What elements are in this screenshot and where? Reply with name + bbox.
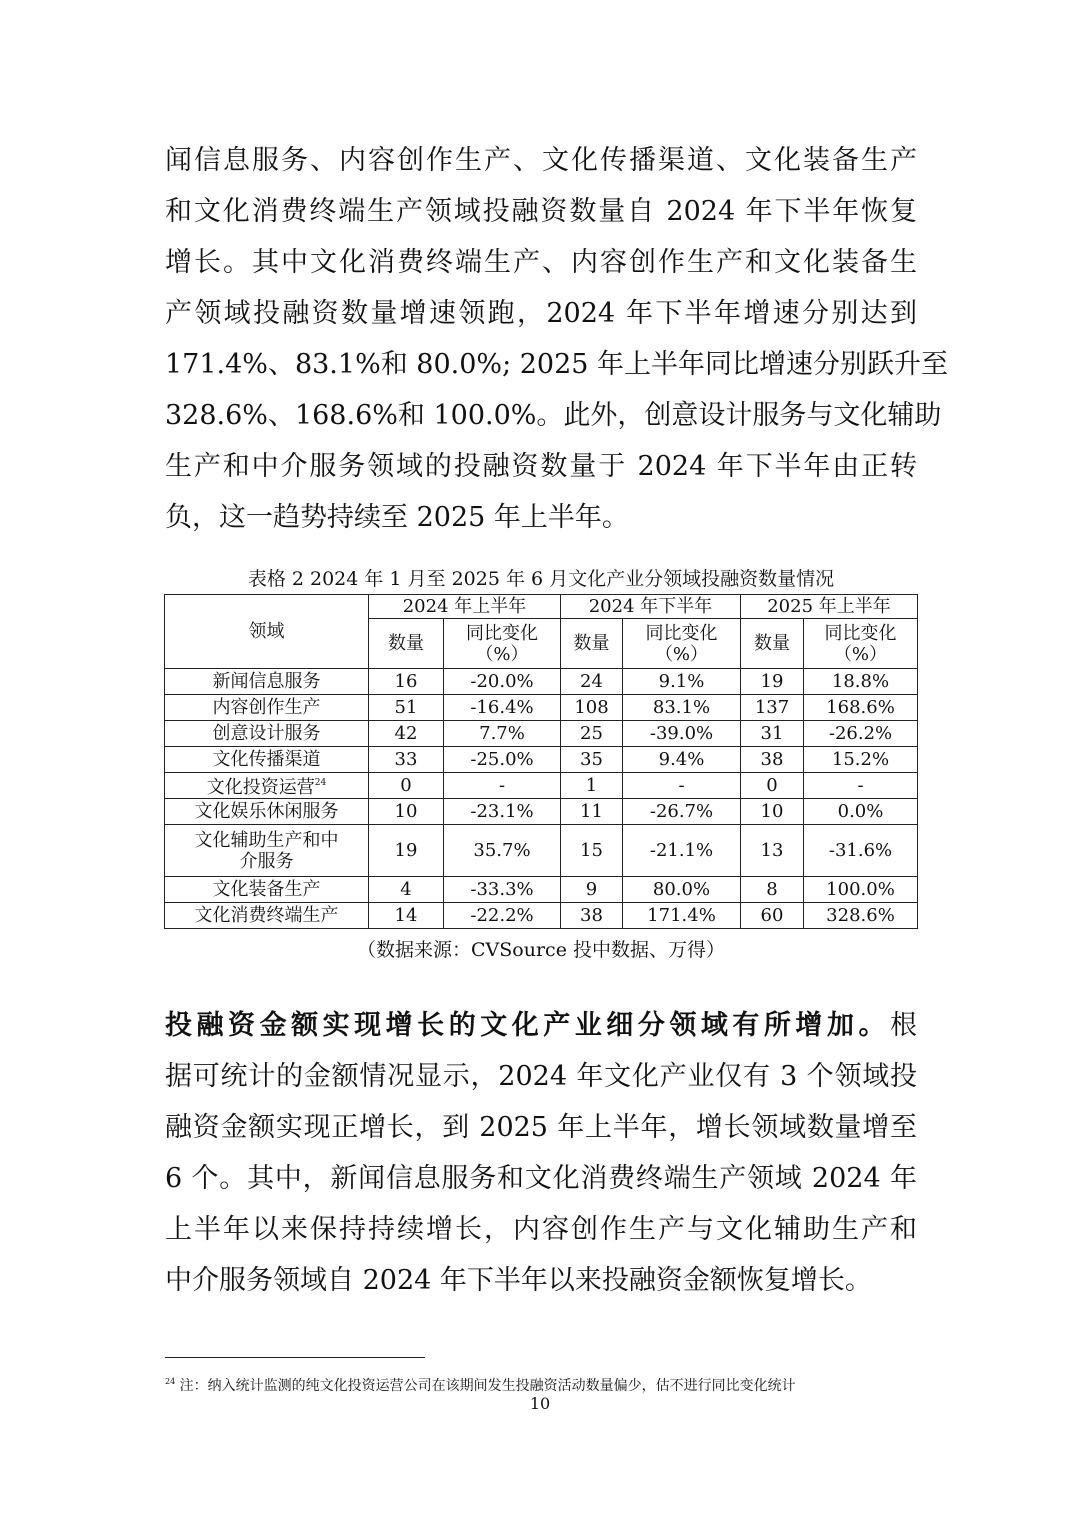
cell-value: 0 [369, 773, 444, 799]
cell-value: - [804, 773, 918, 799]
cell-value: 0.0% [804, 799, 918, 825]
cell-field [165, 773, 369, 799]
cell-value: 33 [369, 747, 444, 773]
header-change-line: （%） [475, 643, 529, 665]
cell-value: 9.4% [623, 747, 741, 773]
cell-value: 35.7% [444, 825, 561, 877]
table-caption: 表格 2 2024 年 1 月至 2025 年 6 月文化产业分领域投融资数量情况 [247, 568, 835, 590]
header-period: 2025 年上半年 [741, 595, 918, 619]
body-paragraph-1 [165, 135, 949, 543]
cell-value: -21.1% [623, 825, 741, 877]
paragraph-text: 根 [890, 1010, 917, 1041]
paragraph-line: 负，这一趋势持续至 2025 年上半年。 [165, 502, 629, 533]
table-row [165, 669, 918, 695]
header-change-line: （%） [654, 643, 709, 665]
cell-value: 19 [369, 825, 444, 877]
cell-value: 9.1% [623, 669, 741, 695]
cell-field: 内容创作生产 [165, 695, 369, 721]
cell-value: 0 [741, 773, 804, 799]
cell-value: 168.6% [804, 695, 918, 721]
cell-field-line: 介服务 [239, 850, 294, 872]
cell-value: 60 [741, 903, 804, 929]
paragraph-line [165, 1000, 917, 1051]
cell-value: 15 [561, 825, 623, 877]
cell-value: 16 [369, 669, 444, 695]
paragraph-line: 171.4%、83.1%和 80.0%; 2025 年上半年同比增速分别跃升至 [165, 349, 949, 380]
footnote-marker: 24 [165, 1377, 176, 1386]
cell-value: 83.1% [623, 695, 741, 721]
cell-value: 14 [369, 903, 444, 929]
cell-value: 42 [369, 721, 444, 747]
bold-lead-sentence: 投融资金额实现增长的文化产业细分领域有所增加。 [165, 1010, 890, 1041]
cell-field: 创意设计服务 [165, 721, 369, 747]
header-change-line: 同比变化 [645, 622, 718, 644]
cell-field [165, 825, 369, 877]
header-period: 2024 年上半年 [369, 595, 561, 619]
table-row [165, 721, 918, 747]
footnote [165, 1372, 925, 1396]
cell-field: 文化娱乐休闲服务 [165, 799, 369, 825]
header-change-line: 同比变化 [466, 622, 538, 644]
cell-value: 38 [741, 747, 804, 773]
paragraph-line: 上半年以来保持持续增长，内容创作生产与文化辅助生产和 [165, 1214, 917, 1245]
cell-value: -31.6% [804, 825, 918, 877]
header-count: 数量 [561, 619, 623, 669]
cell-value: -16.4% [444, 695, 561, 721]
cell-value: 18.8% [804, 669, 918, 695]
table-row [165, 695, 918, 721]
cell-field: 文化消费终端生产 [165, 903, 369, 929]
cell-value: 31 [741, 721, 804, 747]
cell-value: 11 [561, 799, 623, 825]
cell-field-line: 文化辅助生产和中 [194, 829, 339, 851]
cell-value: 8 [741, 877, 804, 903]
cell-value: -26.2% [804, 721, 918, 747]
paragraph-line: 6 个。其中，新闻信息服务和文化消费终端生产领域 2024 年 [165, 1163, 917, 1194]
cell-value: 171.4% [623, 903, 741, 929]
cell-value: 10 [369, 799, 444, 825]
table-row [165, 903, 918, 929]
cell-value: 9 [561, 877, 623, 903]
footnote-reference: 24 [314, 778, 327, 788]
header-count: 数量 [741, 619, 804, 669]
header-change [804, 619, 918, 669]
paragraph-line: 产领域投融资数量增速领跑，2024 年下半年增速分别达到 [165, 298, 917, 329]
table-source-note: （数据来源：CVSource 投中数据、万得） [357, 939, 725, 961]
header-field: 领域 [165, 595, 369, 669]
header-count: 数量 [369, 619, 444, 669]
header-change-line: （%） [833, 643, 888, 665]
cell-value: 10 [741, 799, 804, 825]
cell-value: - [444, 773, 561, 799]
paragraph-line: 中介服务领域自 2024 年下半年以来投融资金额恢复增长。 [165, 1265, 872, 1296]
table-row [165, 799, 918, 825]
footnote-divider [165, 1357, 425, 1358]
table-row [165, 747, 918, 773]
cell-value: 80.0% [623, 877, 741, 903]
cell-value: -23.1% [444, 799, 561, 825]
cell-value: 24 [561, 669, 623, 695]
cell-field: 文化装备生产 [165, 877, 369, 903]
header-period: 2024 年下半年 [561, 595, 741, 619]
paragraph-line: 据可统计的金额情况显示，2024 年文化产业仅有 3 个领域投 [165, 1061, 917, 1092]
cell-value: 35 [561, 747, 623, 773]
cell-value: 137 [741, 695, 804, 721]
cell-value: -20.0% [444, 669, 561, 695]
investment-count-table [164, 594, 918, 929]
body-paragraph-2 [165, 1000, 917, 1306]
paragraph-line: 增长。其中文化消费终端生产、内容创作生产和文化装备生 [165, 247, 917, 278]
cell-value: 38 [561, 903, 623, 929]
table-row [165, 877, 918, 903]
cell-value: 4 [369, 877, 444, 903]
cell-value: 13 [741, 825, 804, 877]
cell-value: -22.2% [444, 903, 561, 929]
cell-field-text: 文化投资运营 [206, 777, 315, 798]
cell-value: 51 [369, 695, 444, 721]
table-header-row [165, 595, 918, 619]
cell-value: -25.0% [444, 747, 561, 773]
cell-value: -39.0% [623, 721, 741, 747]
footnote-text: 注：纳入统计监测的纯文化投资运营公司在该期间发生投融资活动数量偏少，估不进行同比变化统计 [179, 1378, 796, 1394]
cell-value: - [623, 773, 741, 799]
cell-value: 7.7% [444, 721, 561, 747]
cell-value: -33.3% [444, 877, 561, 903]
cell-value: 25 [561, 721, 623, 747]
page-number: 10 [529, 1394, 551, 1413]
table-row [165, 825, 918, 877]
cell-value: 328.6% [804, 903, 918, 929]
cell-value: 19 [741, 669, 804, 695]
cell-field: 文化传播渠道 [165, 747, 369, 773]
header-change-line: 同比变化 [824, 622, 897, 644]
cell-value: -26.7% [623, 799, 741, 825]
paragraph-line: 融资金额实现正增长，到 2025 年上半年，增长领域数量增至 [165, 1112, 917, 1143]
cell-field: 新闻信息服务 [165, 669, 369, 695]
cell-value: 15.2% [804, 747, 918, 773]
header-change [444, 619, 561, 669]
cell-value: 1 [561, 773, 623, 799]
paragraph-line: 生产和中介服务领域的投融资数量于 2024 年下半年由正转 [165, 451, 917, 482]
paragraph-line: 闻信息服务、内容创作生产、文化传播渠道、文化装备生产 [165, 145, 917, 176]
header-change [623, 619, 741, 669]
cell-value: 108 [561, 695, 623, 721]
table-row [165, 773, 918, 799]
cell-value: 100.0% [804, 877, 918, 903]
paragraph-line: 328.6%、168.6%和 100.0%。此外，创意设计服务与文化辅助 [165, 400, 942, 431]
paragraph-line: 和文化消费终端生产领域投融资数量自 2024 年下半年恢复 [165, 196, 917, 227]
